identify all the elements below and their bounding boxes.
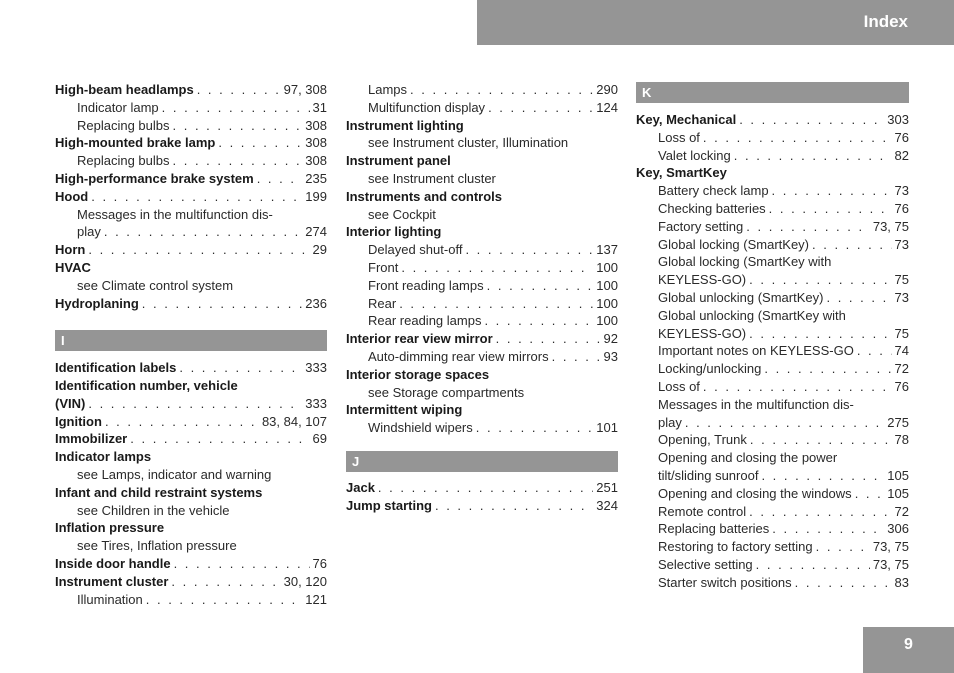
index-column-1 xyxy=(55,81,327,608)
index-page-ref: 105 xyxy=(887,467,909,483)
index-term: see Cockpit xyxy=(368,206,436,222)
index-page-ref: 306 xyxy=(887,521,909,537)
index-page-ref: 76 xyxy=(894,200,909,216)
index-column-2 xyxy=(346,81,618,515)
index-page-ref: 324 xyxy=(596,497,618,513)
index-page-ref: 73 xyxy=(894,236,909,252)
dot-leader xyxy=(173,117,303,135)
index-page-ref: 75 xyxy=(894,325,909,341)
index-entry xyxy=(636,485,909,503)
index-entry xyxy=(346,223,618,241)
index-page-ref: 82 xyxy=(894,147,909,163)
index-entry xyxy=(636,129,909,147)
index-page-ref: 83 xyxy=(894,574,909,590)
index-entry xyxy=(346,99,618,117)
entry-group xyxy=(55,359,327,608)
index-term: Multifunction display xyxy=(368,99,486,115)
index-term: Global unlocking (SmartKey with xyxy=(658,307,846,323)
index-entry xyxy=(55,413,327,431)
index-term: Horn xyxy=(55,242,86,258)
index-entry xyxy=(55,591,327,609)
index-term: see Climate control system xyxy=(77,277,234,293)
dot-leader xyxy=(104,223,302,241)
index-term: Starter switch positions xyxy=(658,574,792,590)
index-entry xyxy=(636,396,909,414)
index-term: Loss of xyxy=(658,378,700,394)
index-page-ref: 29 xyxy=(312,242,327,258)
index-entry xyxy=(55,555,327,573)
dot-leader xyxy=(378,479,593,497)
dot-leader xyxy=(399,295,593,313)
index-page-ref: 73 xyxy=(894,289,909,305)
index-entry xyxy=(346,170,618,188)
index-page-ref: 31 xyxy=(312,99,327,115)
index-entry xyxy=(346,366,618,384)
index-entry xyxy=(636,236,909,254)
index-entry xyxy=(346,152,618,170)
index-term: Messages in the multifunction dis- xyxy=(658,396,854,412)
dot-leader xyxy=(88,395,302,413)
index-entry xyxy=(636,164,909,182)
index-term: Indicator lamp xyxy=(77,99,159,115)
dot-leader xyxy=(749,271,891,289)
index-entry xyxy=(636,147,909,165)
index-term: Hydroplaning xyxy=(55,295,139,311)
section-header-k: K xyxy=(636,82,909,103)
index-entry xyxy=(636,378,909,396)
dot-leader xyxy=(749,503,891,521)
index-entry xyxy=(346,401,618,419)
spacer xyxy=(55,312,327,330)
index-page-ref: 236 xyxy=(305,295,327,311)
index-page-ref: 72 xyxy=(894,503,909,519)
index-entry xyxy=(55,188,327,206)
index-entry xyxy=(636,182,909,200)
index-term: Immobilizer xyxy=(55,431,128,447)
index-entry xyxy=(636,111,909,129)
dot-leader xyxy=(756,556,870,574)
index-term: HVAC xyxy=(55,259,91,275)
dot-leader xyxy=(218,134,302,152)
index-term: Illumination xyxy=(77,591,143,607)
index-entry xyxy=(55,484,327,502)
dot-leader xyxy=(772,520,884,538)
dot-leader xyxy=(105,413,259,431)
index-page-ref: 73 xyxy=(894,183,909,199)
section-header-j: J xyxy=(346,451,618,472)
index-entry xyxy=(346,497,618,515)
index-term: Global locking (SmartKey) xyxy=(658,236,809,252)
dot-leader xyxy=(795,574,892,592)
page-number: 9 xyxy=(904,636,913,653)
index-term: Windshield wipers xyxy=(368,420,473,436)
index-page-ref: 73, 75 xyxy=(872,218,909,234)
dot-leader xyxy=(435,497,593,515)
index-term: see Tires, Inflation pressure xyxy=(77,538,237,554)
index-entry xyxy=(55,466,327,484)
index-term: Identification number, vehicle xyxy=(55,377,238,393)
dot-leader xyxy=(197,81,281,99)
index-entry xyxy=(55,99,327,117)
index-term: Front reading lamps xyxy=(368,277,484,293)
index-term: see Instrument cluster, Illumination xyxy=(368,135,569,151)
index-term: Inside door handle xyxy=(55,555,171,571)
dot-leader xyxy=(130,430,309,448)
index-term: Instrument panel xyxy=(346,153,451,169)
index-term: Global locking (SmartKey with xyxy=(658,254,832,270)
page-title: Index xyxy=(863,12,908,31)
index-page-ref: 274 xyxy=(305,224,327,240)
index-term: Selective setting xyxy=(658,556,753,572)
index-term: Infant and child restraint systems xyxy=(55,484,263,500)
index-page-ref: 76 xyxy=(894,129,909,145)
index-term: Restoring to factory setting xyxy=(658,539,813,555)
dot-leader xyxy=(764,360,891,378)
index-term: Interior lighting xyxy=(346,224,442,240)
index-term: Instrument lighting xyxy=(346,117,464,133)
dot-leader xyxy=(855,485,885,503)
index-page-ref: 235 xyxy=(305,170,327,186)
dot-leader xyxy=(857,342,892,360)
index-term: Delayed shut-off xyxy=(368,242,463,258)
index-term: Factory setting xyxy=(658,218,744,234)
index-page-ref: 97, 308 xyxy=(283,82,327,97)
index-entry xyxy=(55,206,327,224)
index-entry xyxy=(55,259,327,277)
index-term: Inflation pressure xyxy=(55,520,165,536)
header-bar xyxy=(477,0,954,45)
index-entry xyxy=(636,200,909,218)
index-entry xyxy=(636,218,909,236)
index-term: Rear reading lamps xyxy=(368,313,482,329)
index-entry xyxy=(346,81,618,99)
index-page-ref: 76 xyxy=(312,555,327,571)
index-entry xyxy=(636,431,909,449)
index-page-ref: 121 xyxy=(305,591,327,607)
index-page-ref: 73, 75 xyxy=(872,539,909,555)
index-page-ref: 105 xyxy=(887,485,909,501)
index-term: Instruments and controls xyxy=(346,188,503,204)
index-entry xyxy=(636,271,909,289)
index-term: Replacing bulbs xyxy=(77,153,170,169)
dot-leader xyxy=(746,218,870,236)
dot-leader xyxy=(179,359,302,377)
index-page-ref: 100 xyxy=(596,295,618,311)
index-page-ref: 124 xyxy=(596,99,618,115)
index-term: see Children in the vehicle xyxy=(77,502,230,518)
index-page-ref: 30, 120 xyxy=(283,573,327,589)
index-term: KEYLESS-GO) xyxy=(658,272,747,288)
index-entry xyxy=(55,537,327,555)
dot-leader xyxy=(812,236,892,254)
index-page-ref: 100 xyxy=(596,259,618,275)
index-entry xyxy=(55,430,327,448)
index-page-ref: 137 xyxy=(596,242,618,258)
index-term: (VIN) xyxy=(55,395,86,411)
index-page-ref: 78 xyxy=(894,432,909,448)
index-term: Checking batteries xyxy=(658,200,766,216)
index-entry xyxy=(636,342,909,360)
index-entry xyxy=(346,348,618,366)
index-page-ref: 93 xyxy=(603,348,618,364)
dot-leader xyxy=(91,188,302,206)
index-term: play xyxy=(658,414,682,430)
dot-leader xyxy=(750,431,892,449)
index-page-ref: 275 xyxy=(887,414,909,430)
index-term: Locking/unlocking xyxy=(658,361,762,377)
entry-group xyxy=(346,479,618,515)
index-entry xyxy=(346,479,618,497)
entry-group xyxy=(346,81,618,437)
index-page-ref: 199 xyxy=(305,188,327,204)
index-entry xyxy=(55,395,327,413)
index-entry xyxy=(636,556,909,574)
index-term: Hood xyxy=(55,188,89,204)
index-entry xyxy=(346,277,618,295)
dot-leader xyxy=(401,259,593,277)
index-entry xyxy=(636,253,909,271)
dot-leader xyxy=(826,289,891,307)
index-term: Battery check lamp xyxy=(658,183,769,199)
index-page-ref: 303 xyxy=(887,112,909,127)
page-number-box xyxy=(863,627,954,673)
index-term: High-performance brake system xyxy=(55,170,254,186)
index-entry xyxy=(55,519,327,537)
index-term: Global unlocking (SmartKey) xyxy=(658,289,824,305)
index-page-ref: 92 xyxy=(603,331,618,347)
index-entry xyxy=(55,295,327,313)
index-page-ref: 75 xyxy=(894,272,909,288)
index-entry xyxy=(636,307,909,325)
index-term: Remote control xyxy=(658,503,747,519)
index-term: Replacing batteries xyxy=(658,521,770,537)
index-page-ref: 100 xyxy=(596,313,618,329)
dot-leader xyxy=(487,277,594,295)
dot-leader xyxy=(739,111,884,129)
index-entry xyxy=(636,325,909,343)
dot-leader xyxy=(552,348,601,366)
index-entry xyxy=(55,377,327,395)
dot-leader xyxy=(410,81,593,99)
index-term: tilt/sliding sunroof xyxy=(658,467,759,483)
index-page-ref: 101 xyxy=(596,420,618,436)
dot-leader xyxy=(703,378,892,396)
index-entry xyxy=(346,117,618,135)
index-entry xyxy=(55,81,327,99)
index-entry xyxy=(346,330,618,348)
dot-leader xyxy=(484,312,593,330)
dot-leader xyxy=(816,538,870,556)
index-entry xyxy=(55,277,327,295)
index-entry xyxy=(636,574,909,592)
dot-leader xyxy=(496,330,601,348)
entry-group xyxy=(636,111,909,592)
index-term: Opening, Trunk xyxy=(658,432,747,448)
index-entry xyxy=(55,223,327,241)
index-term: Jack xyxy=(346,479,375,495)
index-entry xyxy=(346,384,618,402)
index-term: see Instrument cluster xyxy=(368,170,496,186)
index-term: Interior storage spaces xyxy=(346,366,490,382)
index-term: see Lamps, indicator and warning xyxy=(77,466,272,482)
index-term: Interior rear view mirror xyxy=(346,331,493,347)
dot-leader xyxy=(146,591,303,609)
dot-leader xyxy=(685,414,884,432)
index-page-ref: 100 xyxy=(596,277,618,293)
index-entry xyxy=(636,414,909,432)
index-term: KEYLESS-GO) xyxy=(658,325,747,341)
index-entry xyxy=(636,538,909,556)
dot-leader xyxy=(257,170,303,188)
index-entry xyxy=(55,573,327,591)
index-page-ref: 73, 75 xyxy=(872,556,909,572)
index-entry xyxy=(55,241,327,259)
dot-leader xyxy=(488,99,593,117)
index-page-ref: 333 xyxy=(305,395,327,411)
index-term: Indicator lamps xyxy=(55,449,152,465)
dot-leader xyxy=(173,152,303,170)
index-term: Front xyxy=(368,259,399,275)
index-entry xyxy=(346,295,618,313)
index-entry xyxy=(636,449,909,467)
index-term: Opening and closing the windows xyxy=(658,485,852,501)
index-entry xyxy=(55,170,327,188)
dot-leader xyxy=(761,467,884,485)
index-page-ref: 308 xyxy=(305,153,327,169)
index-entry xyxy=(636,467,909,485)
index-entry xyxy=(55,502,327,520)
index-entry xyxy=(636,520,909,538)
index-entry xyxy=(55,152,327,170)
index-term: see Storage compartments xyxy=(368,384,525,400)
index-column-3 xyxy=(636,82,909,592)
entry-group xyxy=(55,81,327,312)
index-term: Ignition xyxy=(55,413,102,429)
index-term: High-mounted brake lamp xyxy=(55,135,216,151)
dot-leader xyxy=(171,573,280,591)
dot-leader xyxy=(703,129,892,147)
section-header-i: I xyxy=(55,330,327,351)
index-term: Rear xyxy=(368,295,397,311)
index-entry xyxy=(636,360,909,378)
index-page-ref: 76 xyxy=(894,378,909,394)
index-term: Jump starting xyxy=(346,497,432,513)
index-term: Intermittent wiping xyxy=(346,402,463,418)
index-entry xyxy=(346,241,618,259)
index-entry xyxy=(636,503,909,521)
index-page-ref: 83, 84, 107 xyxy=(261,413,327,429)
index-entry xyxy=(55,359,327,377)
dot-leader xyxy=(772,182,892,200)
index-entry xyxy=(346,312,618,330)
index-term: High-beam headlamps xyxy=(55,82,194,97)
index-page-ref: 72 xyxy=(894,361,909,377)
dot-leader xyxy=(88,241,309,259)
index-term: play xyxy=(77,224,101,240)
index-page-ref: 290 xyxy=(596,82,618,97)
index-entry xyxy=(346,134,618,152)
dot-leader xyxy=(749,325,891,343)
dot-leader xyxy=(476,419,594,437)
index-term: Lamps xyxy=(368,82,408,97)
index-entry xyxy=(55,117,327,135)
dot-leader xyxy=(465,241,593,259)
index-page-ref: 69 xyxy=(312,431,327,447)
dot-leader xyxy=(162,99,310,117)
index-term: Auto-dimming rear view mirrors xyxy=(368,348,549,364)
index-page-ref: 308 xyxy=(305,117,327,133)
index-entry xyxy=(55,448,327,466)
index-entry xyxy=(346,259,618,277)
index-entry xyxy=(55,134,327,152)
index-term: Identification labels xyxy=(55,360,177,376)
dot-leader xyxy=(769,200,892,218)
index-term: Key, SmartKey xyxy=(636,165,727,181)
index-entry xyxy=(346,188,618,206)
index-term: Valet locking xyxy=(658,147,731,163)
index-term: Messages in the multifunction dis- xyxy=(77,206,273,222)
index-term: Key, Mechanical xyxy=(636,112,737,127)
index-term: Important notes on KEYLESS-GO xyxy=(658,343,854,359)
index-term: Instrument cluster xyxy=(55,573,169,589)
index-page-ref: 74 xyxy=(894,343,909,359)
index-term: Loss of xyxy=(658,129,700,145)
index-page-ref: 308 xyxy=(305,135,327,151)
dot-leader xyxy=(142,295,303,313)
index-entry xyxy=(636,289,909,307)
index-term: Opening and closing the power xyxy=(658,450,838,466)
dot-leader xyxy=(734,147,892,165)
index-page-ref: 333 xyxy=(305,360,327,376)
index-entry xyxy=(346,419,618,437)
index-page-ref: 251 xyxy=(596,479,618,495)
dot-leader xyxy=(174,555,310,573)
index-term: Replacing bulbs xyxy=(77,117,170,133)
index-entry xyxy=(346,206,618,224)
